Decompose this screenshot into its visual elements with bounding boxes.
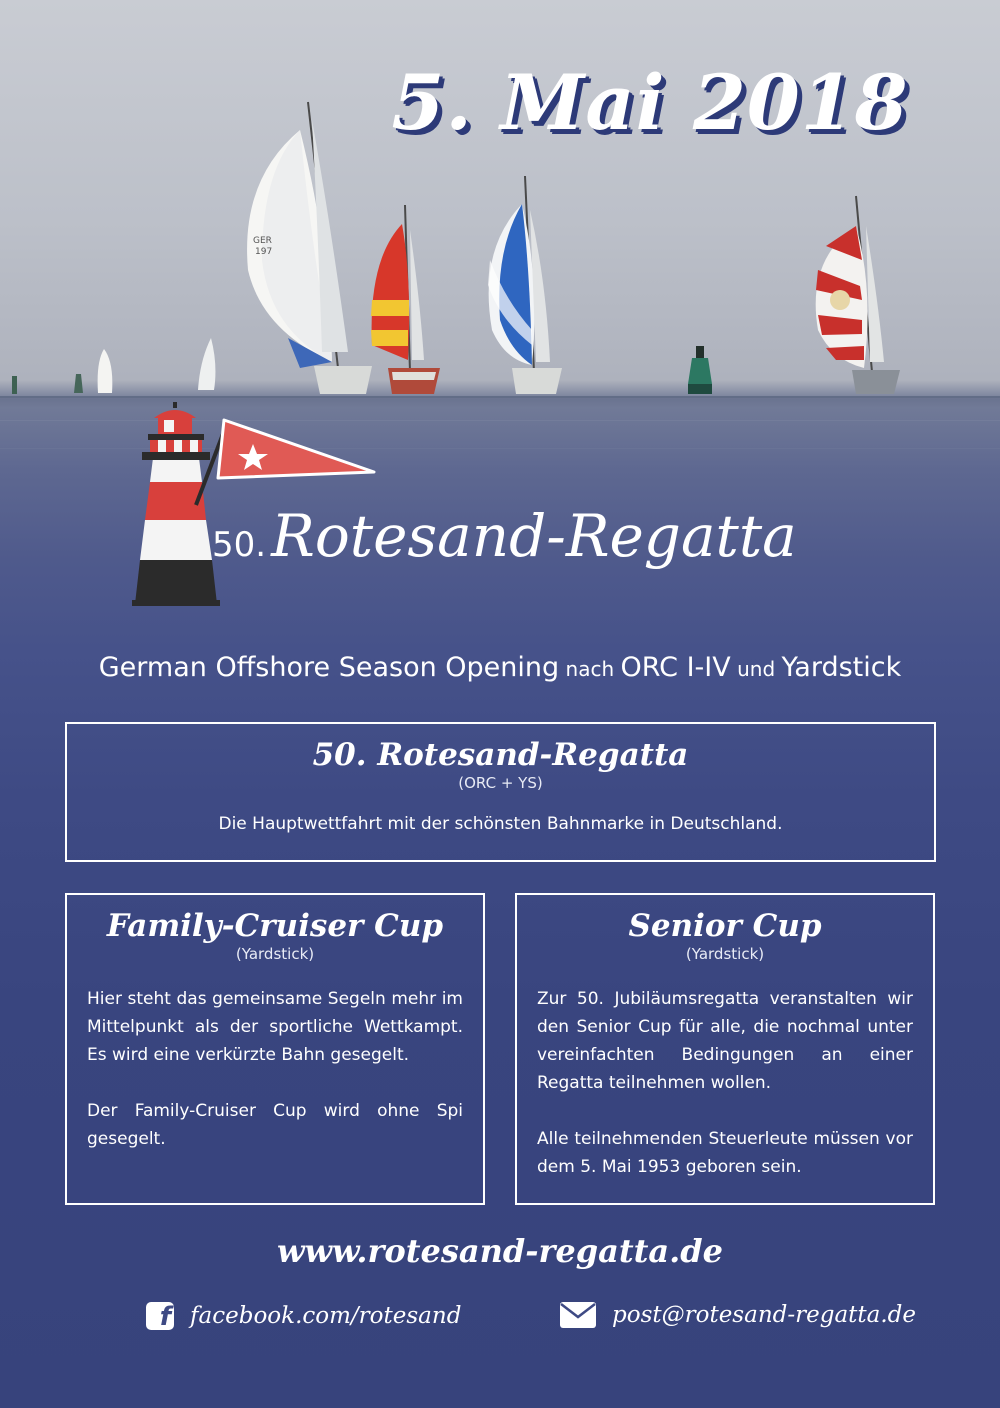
family-cruiser-paragraph-1: Hier steht das gemeinsame Segeln mehr im Mittelpunkt als der sportliche Wettkampt. Es wird eine verkürzte Bahn gesegelt. [87,989,463,1065]
senior-cup-body [537,985,913,1181]
subtitle-text-1: German Offshore Season Opening [98,652,560,683]
event-title [212,502,797,570]
main-race-title: 50. Rotesand-Regatta [312,737,689,773]
event-name: Rotesand-Regatta [271,502,797,570]
facebook-link[interactable]: facebook.com/rotesand [190,1303,462,1329]
senior-cup-paragraph-2: Alle teilnehmenden Steuerleute müssen vor dem 5. Mai 1953 geboren sein. [537,1129,913,1177]
sailboat-red-yellow [371,205,440,394]
small-sail-2 [198,338,215,390]
small-sail-1 [98,349,113,393]
family-cruiser-classes: (Yardstick) [235,945,315,963]
subtitle-text-5: Yardstick [781,652,902,683]
email-link[interactable]: post@rotesand-regatta.de [612,1302,917,1328]
channel-buoy [688,346,712,394]
main-race-box [65,722,936,862]
facebook-icon: f [146,1302,174,1330]
subtitle-text-3: ORC I-IV [620,652,731,683]
main-race-description: Die Hauptwettfahrt mit der schönsten Bahnmarke in Deutschland. [218,814,783,834]
senior-cup-box [515,893,935,1205]
family-cruiser-body [87,985,463,1153]
envelope-icon [560,1302,596,1328]
subtitle-text-4: und [730,657,782,681]
sailboat-blue [488,176,562,394]
event-date-headline: 5. Mai 2018 [391,58,909,147]
main-race-classes: (ORC + YS) [458,774,543,792]
buoy-far-left-2 [74,374,83,393]
family-cruiser-title: Family-Cruiser Cup [106,908,444,944]
svg-text:197: 197 [255,247,273,257]
event-subtitle [0,652,1000,683]
email-contact[interactable] [560,1302,916,1328]
buoy-far-left [12,376,17,394]
senior-cup-paragraph-1: Zur 50. Jubiläumsregatta veranstalten wir den Senior Cup für alle, die nochmal unter vereinfachten Bedingungen an einer Regatta teilnehmen wollen. [537,989,913,1093]
family-cruiser-paragraph-2: Der Family-Cruiser Cup wird ohne Spi gesegelt. [87,1101,463,1149]
facebook-contact[interactable] [146,1302,461,1330]
website-link[interactable]: www.rotesand-regatta.de [276,1232,724,1270]
senior-cup-classes: (Yardstick) [685,945,765,963]
subtitle-text-2: nach [559,657,621,681]
svg-text:GER: GER [253,236,272,246]
family-cruiser-box [65,893,485,1205]
sailboat-striped [816,196,900,394]
senior-cup-title: Senior Cup [628,908,822,944]
event-edition-number: 50. [212,525,267,565]
